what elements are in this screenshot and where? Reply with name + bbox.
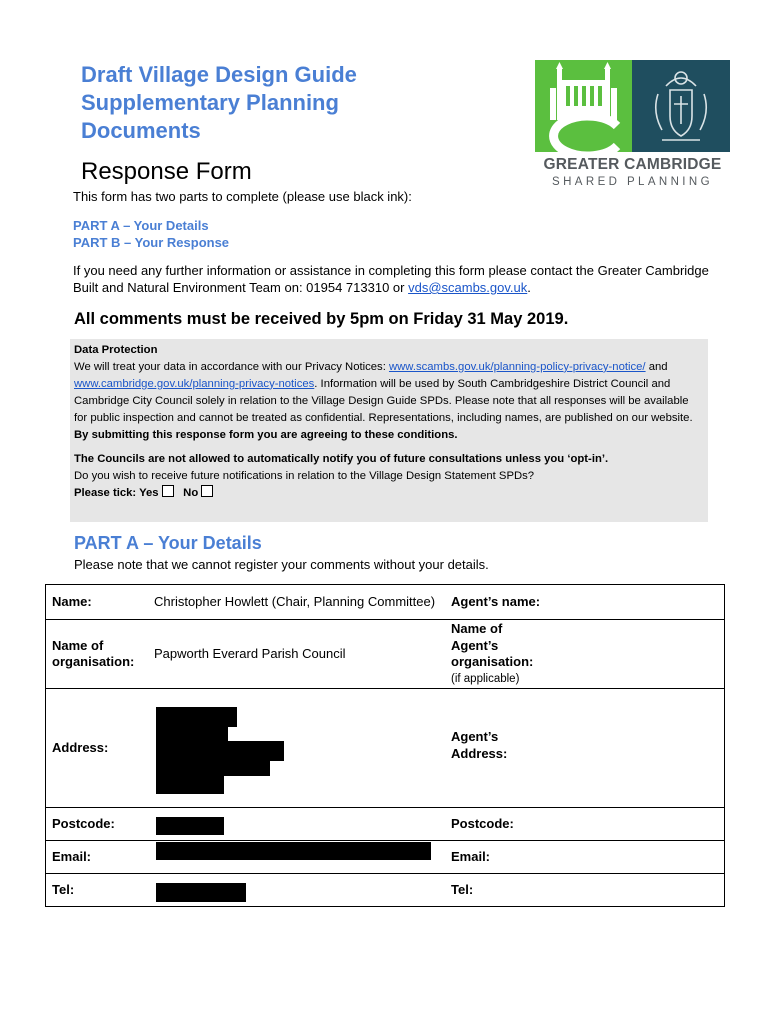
dp-text-1: We will treat your data in accordance with our Privacy Notices: [74,360,389,373]
organisation-label: Name of organisation: [46,620,149,689]
if-applicable-note: (if applicable) [451,672,520,685]
yes-label: Yes [139,487,159,500]
logo-crest-panel [632,60,730,152]
postcode-label: Postcode: [46,808,149,841]
dp-text-3: . Information will be used by South Cambridgeshire District Council and Cambridge City Council solely in relation to the Village Design Guide SPDs. Please note that all responses will be available for public inspection and cannot be treated as confidential. Representations, including names, are published on our website. [74,377,693,424]
table-row [46,620,725,689]
data-protection-paragraph [74,359,702,427]
agent-tel-value[interactable] [546,874,724,907]
agent-email-label: Email: [445,841,546,874]
name-label: Name: [46,585,149,620]
notification-question: Do you wish to receive future notifications in relation to the Village Design Statement SPDs? [74,470,535,483]
agent-postcode-label: Postcode: [445,808,546,841]
table-row [46,689,725,808]
contact-text: If you need any further information or assistance in completing this form please contact the Greater Cambridge Built and Natural Environment Team on: 01954 713310 or [73,263,709,295]
address-label: Address: [46,689,149,808]
tel-redaction [156,883,246,902]
part-b-label: PART B – Your Response [73,235,230,250]
table-row [46,874,725,907]
tick-row [74,485,702,502]
no-label: No [183,487,199,500]
part-a-note: Please note that we cannot register your comments without your details. [74,557,489,572]
yes-checkbox[interactable] [162,485,174,497]
agent-name-label: Agent’s name: [445,585,546,620]
data-protection-content [74,342,702,502]
table-row [46,808,725,841]
document-title: Draft Village Design Guide Supplementary Planning Documents [81,62,357,143]
name-value[interactable]: Christopher Howlett (Chair, Planning Committee) [148,585,445,620]
table-row [46,585,725,620]
agent-organisation-label: Name of Agent’s organisation: [451,621,534,669]
cambridge-privacy-link[interactable]: www.cambridge.gov.uk/planning-privacy-notices [74,377,315,390]
agent-organisation-value[interactable] [546,620,724,689]
postcode-redaction [156,817,224,835]
part-a-heading: PART A – Your Details [74,533,262,553]
form-subtitle: Response Form [81,158,252,185]
dp-text-2: and [645,360,668,373]
agent-address-label: Agent’s Address: [445,689,546,808]
tick-label: Please tick: [74,487,137,500]
contact-end: . [527,280,531,295]
agent-organisation-cell [445,620,546,689]
data-protection-heading: Data Protection [74,344,158,356]
no-checkbox[interactable] [201,485,213,497]
agent-email-value[interactable] [546,841,724,874]
logo-text-shared-planning: SHARED PLANNING [552,176,713,188]
email-label: Email: [46,841,149,874]
deadline-notice: All comments must be received by 5pm on Friday 31 May 2019. [74,310,569,328]
address-redaction [156,774,224,794]
tel-label: Tel: [46,874,149,907]
logo-text-greater-cambridge: GREATER CAMBRIDGE [543,156,722,173]
agreement-statement: By submitting this response form you are agreeing to these conditions. [74,428,458,441]
part-a-label: PART A – Your Details [73,218,209,233]
organisation-value[interactable]: Papworth Everard Parish Council [148,620,445,689]
contact-email-link[interactable]: vds@scambs.gov.uk [408,280,528,295]
agent-address-value[interactable] [546,689,724,808]
two-parts-instruction: This form has two parts to complete (please use black ink): [73,189,412,204]
email-redaction [156,842,431,860]
greater-cambridge-logo [535,60,730,190]
scambs-privacy-link[interactable]: www.scambs.gov.uk/planning-policy-privacy-notice/ [388,360,646,373]
agent-tel-label: Tel: [445,874,546,907]
opt-in-statement: The Councils are not allowed to automatically notify you of future consultations unless you ‘opt-in’. [74,453,609,466]
coat-of-arms-icon [632,60,730,152]
kings-chapel-icon [535,60,632,152]
contact-paragraph [73,262,713,296]
data-protection-box [70,339,708,522]
agent-name-value[interactable] [546,585,724,620]
logo-chapel-panel [535,60,632,152]
agent-postcode-value[interactable] [546,808,724,841]
